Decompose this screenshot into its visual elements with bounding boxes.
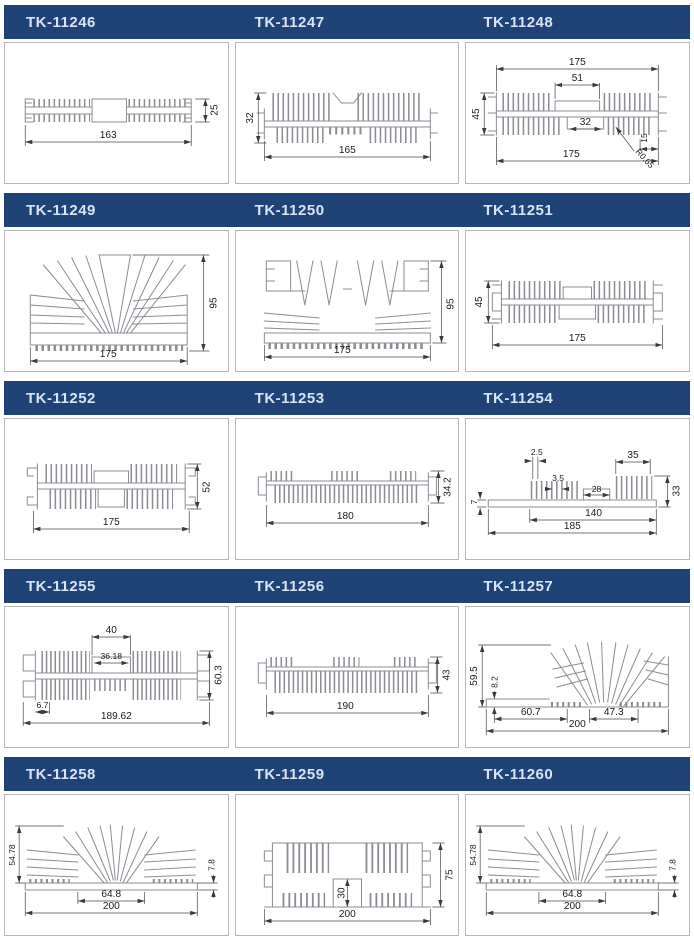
dim-label: 6.7 — [36, 700, 49, 710]
catalog-row — [4, 569, 690, 748]
product-code-header: TK-11254 — [483, 389, 554, 407]
product-cell-tk-11251 — [465, 230, 690, 372]
dim-label: R0.65 — [633, 146, 657, 171]
profile-drawing — [5, 607, 228, 747]
product-cell-tk-11253 — [235, 418, 460, 560]
catalog-row — [4, 381, 690, 560]
profile-outline — [257, 93, 437, 139]
row-header-band — [4, 569, 690, 603]
dim-label: 45 — [471, 108, 483, 120]
dim-label: 54.78 — [7, 844, 18, 866]
dim-label: 175 — [569, 333, 587, 344]
dim-label: 95 — [208, 297, 220, 309]
product-code-header: TK-11249 — [26, 201, 96, 219]
product-code-header: TK-11253 — [254, 389, 325, 407]
dim-label: 175 — [569, 57, 587, 68]
product-cell-tk-11247 — [235, 42, 460, 184]
dim-label: 60.7 — [521, 707, 541, 718]
dim-label: 189.62 — [100, 711, 132, 722]
dim-label: 28 — [592, 484, 602, 494]
row-header-band — [4, 757, 690, 791]
profile-outline — [27, 464, 195, 509]
dim-label: 175 — [102, 517, 120, 528]
dim-label: 40 — [105, 625, 117, 636]
product-code-header: TK-11259 — [254, 765, 325, 783]
profile-outline — [30, 255, 187, 348]
profile-outline — [264, 261, 430, 346]
dim-label: 190 — [336, 701, 354, 712]
profile-drawing — [5, 43, 228, 183]
product-code-header: TK-11248 — [483, 13, 554, 31]
dim-label: 8.2 — [489, 676, 500, 688]
dim-label: 180 — [336, 511, 354, 522]
dim-label: 2.5 — [531, 447, 544, 457]
profile-drawing — [236, 795, 459, 935]
catalog-row — [4, 5, 690, 184]
profile-outline — [258, 659, 436, 689]
dim-label: 175 — [99, 349, 117, 360]
profile-outline — [25, 825, 197, 890]
dim-label: 200 — [102, 901, 120, 912]
dim-label: 47.3 — [604, 707, 624, 718]
dim-label: 51 — [572, 73, 584, 84]
dim-label: 200 — [564, 901, 582, 912]
dim-label: 30 — [335, 887, 347, 899]
dim-label: 34.2 — [442, 477, 454, 497]
dim-label: 43 — [441, 669, 453, 681]
catalog-row — [4, 757, 690, 936]
product-cell-tk-11257 — [465, 606, 690, 748]
profile-drawing — [466, 419, 689, 559]
profile-drawing — [5, 419, 228, 559]
dim-label: 165 — [338, 145, 356, 156]
dimensions — [23, 625, 224, 726]
dim-label: 32 — [244, 112, 256, 124]
profile-drawing — [5, 231, 228, 371]
dim-label: 175 — [333, 345, 351, 356]
dim-label: 54.78 — [468, 844, 479, 866]
product-cell-tk-11256 — [235, 606, 460, 748]
dim-label: 7 — [469, 499, 480, 505]
profile-drawing — [236, 607, 459, 747]
product-code-header: TK-11260 — [483, 765, 554, 783]
dim-label: 140 — [585, 508, 603, 519]
dim-label: 95 — [445, 298, 457, 310]
profile-outline — [493, 281, 663, 323]
catalog-row — [4, 193, 690, 372]
dim-label: 7.8 — [206, 859, 217, 871]
profile-outline — [489, 488, 657, 508]
dim-label: 59.5 — [469, 666, 481, 686]
dim-label: 15 — [639, 133, 650, 143]
profile-drawing — [466, 231, 689, 371]
dimensions — [30, 255, 219, 365]
dim-label: 64.8 — [101, 889, 122, 900]
dimensions — [7, 826, 217, 916]
dim-label: 163 — [99, 130, 117, 141]
product-cell-tk-11259 — [235, 794, 460, 936]
dimensions — [469, 645, 668, 735]
profile-drawing — [236, 231, 459, 371]
dim-label: 52 — [201, 481, 213, 493]
product-cell-tk-11246 — [4, 42, 229, 184]
dimensions — [471, 57, 658, 170]
dim-label: 185 — [564, 521, 582, 532]
dim-label: 25 — [209, 104, 221, 116]
profile-outline — [487, 642, 669, 707]
dim-label: 64.8 — [562, 889, 583, 900]
dim-label: 33 — [671, 485, 683, 497]
product-code-header: TK-11250 — [254, 201, 325, 219]
product-code-header: TK-11258 — [26, 765, 96, 783]
product-code-header: TK-11255 — [26, 577, 96, 595]
row-header-band — [4, 193, 690, 227]
dim-label: 32 — [580, 117, 592, 128]
dim-label: 200 — [338, 909, 356, 920]
dim-label: 36.18 — [100, 651, 123, 661]
dimensions — [469, 447, 682, 535]
product-code-header: TK-11251 — [483, 201, 554, 219]
product-cell-tk-11260 — [465, 794, 690, 936]
profile-drawing — [236, 419, 459, 559]
dimensions — [468, 826, 678, 916]
profile-drawing — [466, 43, 689, 183]
profile-drawing — [466, 795, 689, 935]
profile-outline — [487, 825, 659, 890]
product-cell-tk-11254 — [465, 418, 690, 560]
profile-outline — [25, 99, 191, 122]
dimensions — [266, 471, 453, 527]
dim-label: 7.8 — [667, 859, 678, 871]
product-cell-tk-11252 — [4, 418, 229, 560]
dim-label: 45 — [474, 296, 486, 308]
product-cell-tk-11258 — [4, 794, 229, 936]
product-cell-tk-11255 — [4, 606, 229, 748]
dim-label: 75 — [444, 869, 456, 881]
row-header-band — [4, 381, 690, 415]
product-cell-tk-11250 — [235, 230, 460, 372]
profile-drawing — [236, 43, 459, 183]
product-code-header: TK-11246 — [26, 13, 96, 31]
dim-label: 200 — [569, 719, 587, 730]
product-cell-tk-11249 — [4, 230, 229, 372]
profile-drawing — [466, 607, 689, 747]
product-code-header: TK-11247 — [254, 13, 325, 31]
profile-drawing — [5, 795, 228, 935]
profile-outline — [258, 473, 436, 501]
product-code-header: TK-11256 — [254, 577, 325, 595]
product-cell-tk-11248 — [465, 42, 690, 184]
dim-label: 60.3 — [213, 665, 225, 685]
product-code-header: TK-11252 — [26, 389, 96, 407]
dim-label: 3.5 — [552, 473, 565, 483]
product-code-header: TK-11257 — [483, 577, 554, 595]
dim-label: 175 — [563, 149, 581, 160]
dim-label: 35 — [627, 450, 639, 461]
row-header-band — [4, 5, 690, 39]
